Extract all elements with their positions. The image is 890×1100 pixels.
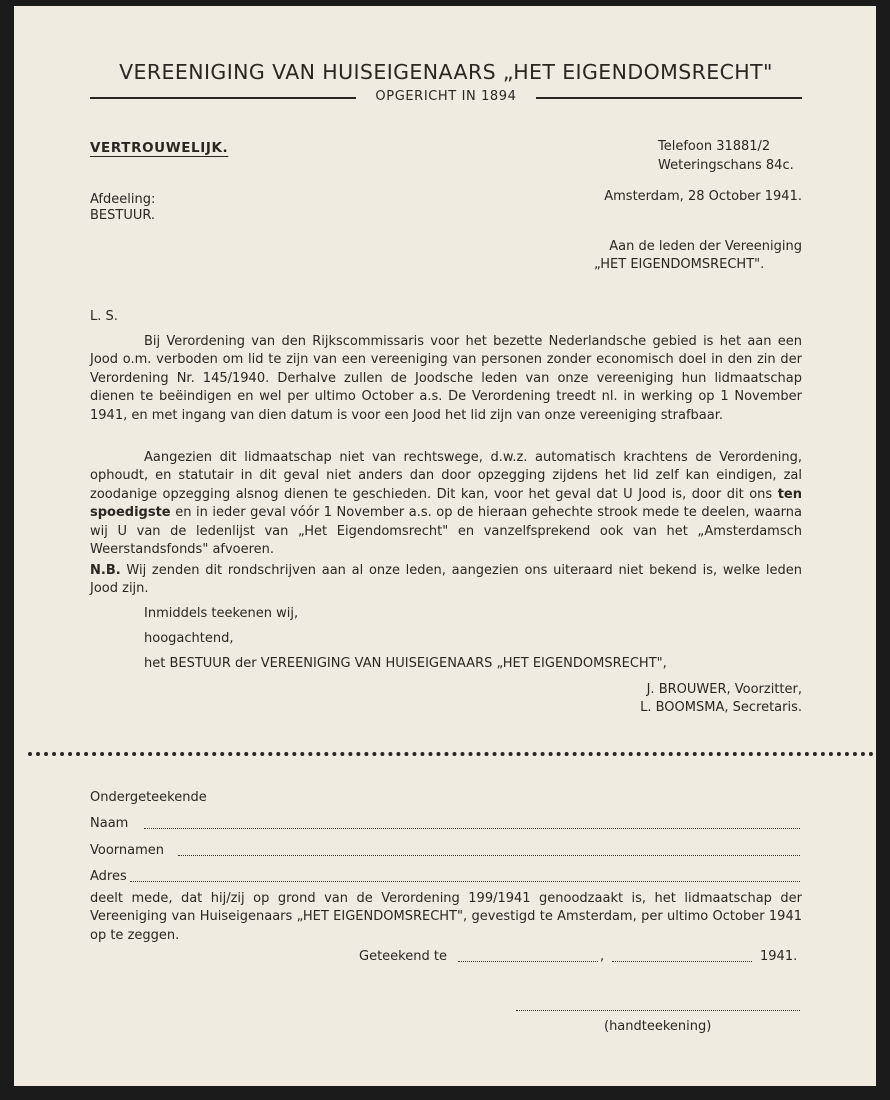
form-place-field[interactable] <box>458 961 598 962</box>
closing-line-3: het BESTUUR der VEREENIGING VAN HUISEIGENAARS „HET EIGENDOMSRECHT", <box>144 656 667 671</box>
form-signature-field[interactable] <box>516 1010 800 1011</box>
form-firstnames-label: Voornamen <box>90 843 165 858</box>
form-name-label: Naam <box>90 816 129 831</box>
body-paragraph-2-text-a: Aangezien dit lidmaatschap niet van rechtswege, d.w.z. automatisch krachtens de Verordening, ophoudt, en statutair in dit geval niet anders dan door opzegging zijdens het lid zelf kan eindigen, zal zoodanige opzegging alsnog dienen te geschieden. Dit kan, voor het geval dat U Jood is, door dit ons <box>90 450 802 502</box>
body-paragraph-2-text-b: en in ieder geval vóór 1 November a.s. op de hieraan gehechte strook mede te deelen, waarna wij U van de ledenlijst van „Het Eigendomsrecht" en vanzelfsprekend ook van het „Amsterdamsch Weerstandsfonds" afvoeren. <box>90 505 802 558</box>
form-comma: , <box>600 949 605 964</box>
form-heading: Ondergeteekende <box>90 790 207 805</box>
closing-line-1: Inmiddels teekenen wij, <box>144 606 299 621</box>
contact-address: Weteringschans 84c. <box>658 158 794 173</box>
department-label: Afdeeling: <box>90 192 156 207</box>
form-name-field[interactable] <box>144 828 800 829</box>
perforation-line <box>28 752 874 756</box>
letterhead-title: VEREENIGING VAN HUISEIGENAARS „HET EIGENDOMSRECHT" <box>119 60 773 84</box>
nb-text: Wij zenden dit rondschrijven aan al onze leden, aangezien ons uiteraard niet bekend is, welke leden Jood zijn. <box>90 563 802 597</box>
form-address-field[interactable] <box>130 881 800 882</box>
signatory-chair: J. BROUWER, Voorzitter, <box>646 682 802 697</box>
body-paragraph-2-emphasis: ten spoedigste <box>90 486 802 521</box>
letterhead-subtitle: OPGERICHT IN 1894 <box>375 89 517 104</box>
form-address-label: Adres <box>90 869 127 884</box>
form-signed-at-label: Geteekend te <box>359 949 447 964</box>
confidential-label: VERTROUWELIJK. <box>90 140 229 156</box>
form-firstnames-field[interactable] <box>178 855 800 856</box>
form-year: 1941. <box>760 949 798 964</box>
signatory-secretary: L. BOOMSMA, Secretaris. <box>640 700 802 715</box>
date-line: Amsterdam, 28 October 1941. <box>604 189 802 204</box>
form-statement: deelt mede, dat hij/zij op grond van de Verordening 199/1941 genoodzaakt is, het lidmaatschap der Vereeniging van Huiseigenaars „HET EIGENDOMSRECHT", gevestigd te Amsterdam, per ultimo October 1941 op te zeggen. <box>90 891 802 943</box>
addressee-line1: Aan de leden der Vereeniging <box>609 239 802 254</box>
closing-line-2: hoogachtend, <box>144 631 234 646</box>
body-paragraph-1-text: Bij Verordening van den Rijkscommissaris voor het bezette Nederlandsche gebied is het aan een Jood o.m. verboden om lid te zijn van een vereeniging van personen zonder economisch doel in den zin der Verordening Nr. 145/1940. Derhalve zullen de Joodsche leden van onze vereeniging hun lidmaatschap dienen te beëindigen en wel per ultimo October a.s. De Verordening treedt nl. in werking op 1 November 1941, en met ingang van dien datum is voor een Jood het lid zijn van onze vereeniging strafbaar. <box>90 334 802 423</box>
addressee-line2: „HET EIGENDOMSRECHT". <box>594 257 765 272</box>
contact-phone: Telefoon 31881/2 <box>658 139 771 154</box>
body-paragraph-1 <box>90 333 802 425</box>
form-signature-label: (handteekening) <box>604 1019 712 1034</box>
nb-paragraph <box>90 562 802 599</box>
salutation: L. S. <box>90 309 118 324</box>
nb-label: N.B. <box>90 563 121 578</box>
body-paragraph-2 <box>90 449 802 559</box>
department-value: BESTUUR. <box>90 208 156 223</box>
form-date-field[interactable] <box>612 961 752 962</box>
